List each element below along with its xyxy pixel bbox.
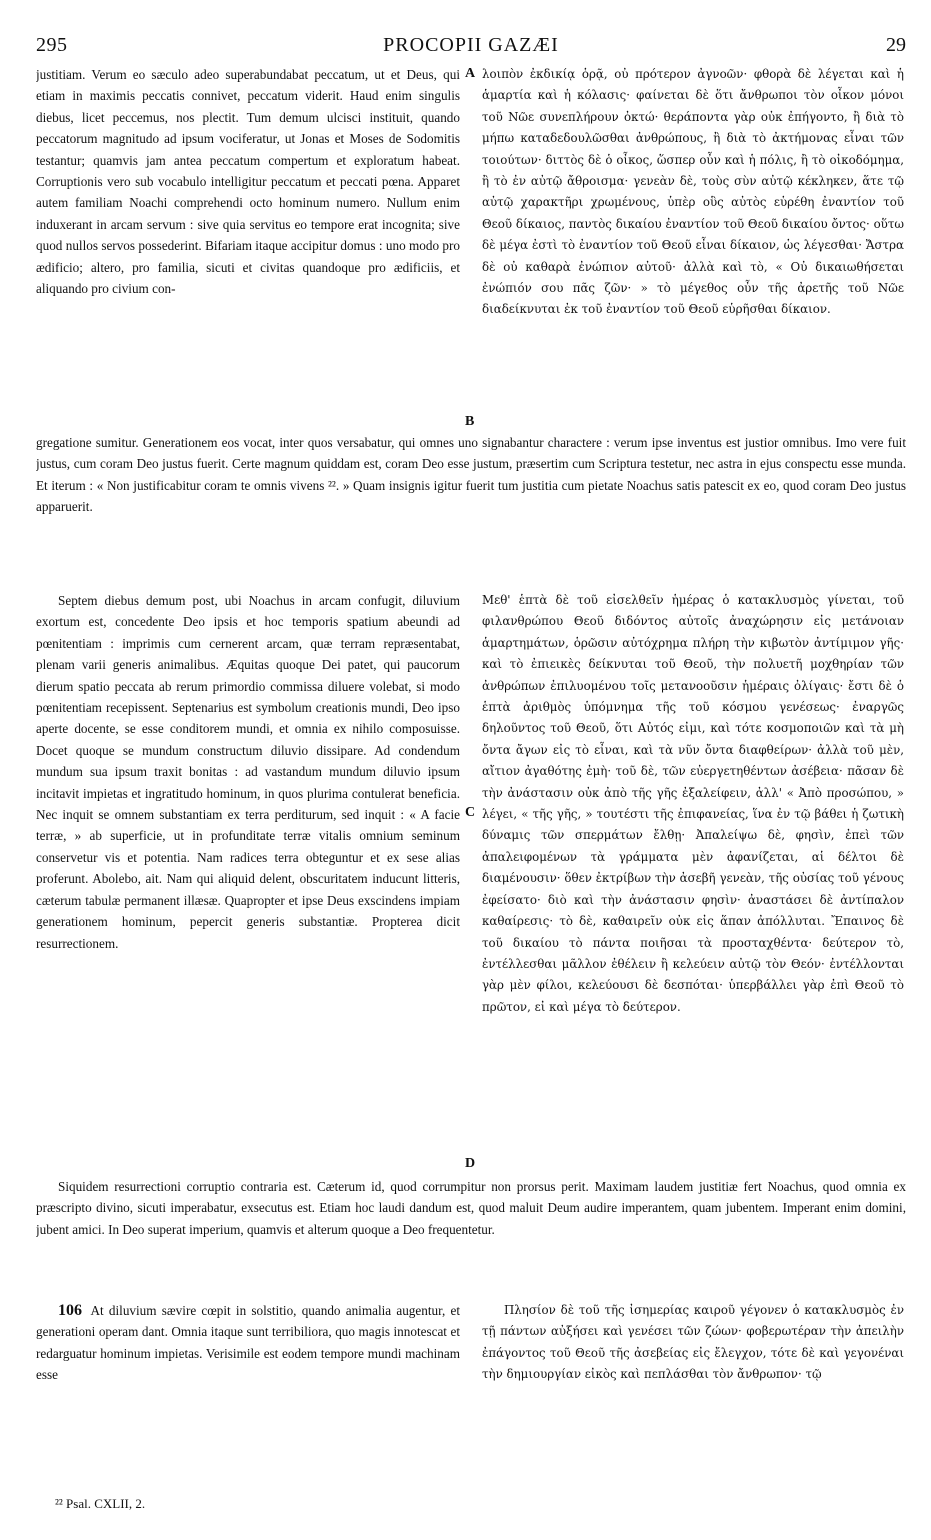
right-page-number: 29 xyxy=(886,34,906,56)
margin-marker-d: D xyxy=(465,1156,476,1171)
latin-full-width-a: gregatione sumitur. Generationem eos vocat, inter quos versabatur, qui omnes uno signabantur charactere : verum ipse inventus est justior omnibus. Imo vere fuit justus, cum coram Deo justus fuerit. Certe magnum quiddam est, coram Deo esse justum, præsertim cum Scriptura testetur, nec astra in ejus conspectu esse munda. Et iterum : « Non justificabitur coram te omnis vivens ²². » Quam insignis igitur fuerit tum justitia cum pietate Noachus satis patescit ex eo, quod coram Deo justus apparuerit. xyxy=(36,435,906,515)
greek-column-e: Πλησίον δὲ τοῦ τῆς ἰσημερίας καιροῦ γέγονεν ὁ κατακλυσμὸς ἐν τῇ πάντων αὐξήσει καὶ γενέσει τῶν ζώων· φοβερωτέραν τὴν ἀπειλὴν ἐπάγοντος τοῦ Θεοῦ τῆς ἀσεβείας εἰς ἔλεγχον, τότε δὲ καὶ γεγονέναι τὴν δημιουργίαν εἰκὸς καὶ πεπλάσθαι τὸν ἄνθρωπον· τῷ xyxy=(482,1303,904,1382)
margin-marker-c: C xyxy=(465,805,476,820)
latin-column-a: justitiam. Verum eo sæculo adeo superabundabat peccatum, ut et Deus, qui etiam in maximis peccatis connivet, peccatum viderit. Haud enim singulis diebus, licet peccemus, nos plectit. Tum demum ulcisci instituit, quando peccatorum magnitudo ad ipsum vociferatur, ut Jonas et Moses de Sodomitis testantur; quamvis jam antea peccatum compertum et exploratum habeat. Corruptionis vero sub vocabulo intelligitur peccatum et peccati pœna. Apparet autem familiam Noachi comprehendi octo hominum numero. Nullum enim induxerant in arcam servum : sive quia servitus eo tempore erat incognita; sive quod nullos servos possederint. Bifariam itaque accipitur domus : uno modo pro ædificio; altero, pro familia, sicuti et civitas quandoque pro ædificiis, et aliquando pro civium con- xyxy=(36,67,460,297)
running-title: PROCOPII GAZÆI xyxy=(383,34,559,56)
margin-marker-b: B xyxy=(465,414,475,429)
left-page-number: 295 xyxy=(36,34,68,56)
footnote: ²² Psal. CXLII, 2. xyxy=(55,1496,146,1511)
greek-column-a: λοιπὸν ἐκδικίᾳ ὁρᾷ, οὐ πρότερον ἀγνοῶν· φθορὰ δὲ λέγεται καὶ ἡ ἁμαρτία καὶ ἡ κόλασις· φαίνεται δὲ ὅτι ἄνθρωποι τὸν οἶκον μόνοι τοῦ Νῶε συνεπλήρουν ὀκτώ· θεράποντα γὰρ οὐκ ἐπήγοντο, ἢ διὰ τὸ μήπω καταδεδουλῶσθαι ἀνθρώπους, ἢ διὰ τὸ ἀκτήμονας εἶναι τῶν τοιούτων· διττὸς δὲ ὁ οἶκος, ὥσπερ οὖν καὶ ἡ πόλις, ἢ τὸ οἰκοδόμημα, ἢ τὸ ἐν αὐτῷ ἄθροισμα· γενεὰν δὲ, τοὺς σὺν αὐτῷ κέκληκεν, ἅτε τῷ αὐτῷ χαρακτῆρι χρωμένους, ὑπὲρ οὓς αὐτὸς εὑρέθη ἐναντίον τοῦ Θεοῦ δίκαιος, παντὸς δικαίου ἐναντίον τοῦ Θεοῦ δικαίου ὄντος· οὕτω δὲ μέγα ἐστὶ τὸ ἐναντίον τοῦ Θεοῦ εἶναι δίκαιον, ὡς λέγεσθαι· Ἄστρα δὲ οὐ καθαρὰ ἐνώπιον αὐτοῦ· ἀλλὰ καὶ τὸ, « Οὐ δικαιωθήσεται ἐνώπιόν σου πᾶς ζῶν· » τὸ μέγεθος οὖν τῆς ἀρετῆς τοῦ Νῶε διαδείκνυται ἐκ τοῦ ἐναντίον τοῦ Θεοῦ εὑρῆσθαι δίκαιον. xyxy=(482,67,904,317)
latin-column-e-text: At diluvium sævire cœpit in solstitio, quando animalia augentur, et generationi operam dant. Omnia itaque sunt terribiliora, quo magis innotescat et redarguatur hominum impietas. Verisimile est eodem tempore mundi machinam esse xyxy=(36,1303,460,1383)
latin-column-e xyxy=(36,1300,460,1440)
latin-full-width-d: Siquidem resurrectioni corruptio contraria est. Cæterum id, quod corrumpitur non prorsus perit. Maximam laudem justitiæ fert Noachus, quod omnia ex præscripto divino, sicuti imperabatur, exsecutus est. Etiam hoc laudi dandum est, quod maluit Deum audire imperantem, quam jubentem. Imperant enim domini, jubent amici. In Deo superat imperium, quamvis et alterum quoque a Deo frequentetur. xyxy=(36,1179,906,1237)
column-page-number: 106 xyxy=(58,1302,82,1319)
latin-column-c: Septem diebus demum post, ubi Noachus in arcam confugit, diluvium exortum est, concedente Deo ipsis et hoc temporis spatium abeundi ad pœnitentiam : imprimis cum cernerent arcam, quæ terram repræsentabat, plenam varii generis animalibus. Æquitas quoque Dei patet, qui paucorum dierum spatio peccata ab rerum primordio commissa diluere volebat, si modo pœnitentiam recepissent. Septenarius est symbolum creationis mundi, Deo ipso aperte docente, se esse conditorem mundi, et omnia ex nihilo composuisse. Docet quoque se mundum constructum diluvio dissipare. Ad condendum mundum sua ipsum traxit bonitas : ad vastandum mundum diluvio ipsum incitavit impietas et ingratitudo hominum, in quos plurima contulerat beneficia. Nec inquit se omnem substantiam ex terra perditurum, sed inquit : « A facie terræ, » ab superficie, ut in profunditate terræ vitalis omnium seminum conservetur vis et potentia. Nam radices terra obteguntur et ex sese alias proferunt. Abolebo, ait. Nam qui aliquid delent, obscuritatem inducunt litteris, cæterum tabulæ permanent illæsæ. Quapropter et ipse Deus exscindens impiam generationem hominum, pepercit generis substantiæ. Propterea dicit resurrectionem. xyxy=(36,593,460,951)
running-header xyxy=(36,34,906,62)
margin-marker-a: A xyxy=(465,66,476,81)
greek-column-c: Μεθ' ἑπτὰ δὲ τοῦ εἰσελθεῖν ἡμέρας ὁ κατακλυσμὸς γίνεται, τοῦ φιλανθρώπου Θεοῦ διδόντος αὐτοῖς ἀναχώρησιν εἰς μετάνοιαν ἁμαρτημάτων, ὁρῶσιν αὐτόχρημα πλήρη τὴν κιβωτὸν ἀντίμιμον γῆς· καὶ τὸ ἐπιεικὲς δείκνυται τοῦ Θεοῦ, τὴν πολυετῆ μοχθηρίαν τῶν ἀνθρώπων ἐπιλυομένου τοῖς μετανοοῦσιν ἡμέραις ὀλίγαις· ἔστι δὲ ὁ ἑπτὰ ἀριθμὸς ὑπόμνημα τῆς τοῦ κόσμου γενέσεως· ἐναργῶς δηλοῦντος τοῦ Θεοῦ, ὅτι Αὐτός εἰμι, καὶ τότε κοσμοποιῶν καὶ τὰ μὴ ὄντα ἄγων εἰς τὸ εἶναι, καὶ τὰ νῦν ὄντα διαφθείρων· ἀλλὰ τοῦ μὲν, αἴτιον ἀγαθότης ἐμὴ· τοῦ δὲ, τῶν εὐεργετηθέντων ἀσέβεια· πᾶσαν δὲ τὴν ἀνάστασιν οὐκ ἀπὸ τῆς γῆς ἐξαλείφειν, ἀλλ' « Ἀπὸ προσώπου, » λέγει, « τῆς γῆς, » τουτέστι τῆς ἐπιφανείας, ἵνα ἐν τῷ βάθει ἡ ζωτικὴ δύναμις τῶν σπερμάτων ἔλθῃ· Ἀπαλείψω δὲ, φησὶν, ἐπεὶ τῶν ἀπαλειφομένων τὰ γράμματα μὲν ἀφανίζεται, αἱ δέλτοι δὲ διαμένουσιν· ὅθεν ἐκτρίβων τὴν ἀσεβῆ γενεὰν, τῆς οὐσίας τοῦ γένους ἐφείσατο· διὸ καὶ τὴν ἀνάστασιν φησὶν· ἀναστάσει δὲ ἀντίπαλον καθαίρεσις· τὸ δὲ, καθαιρεῖν οὐκ εἰς ἅπαν ἀπόλλυται. Ἔπαινος δὲ τοῦ δικαίου τὸ πάντα ποιῆσαι τὰ προσταχθέντα· δεύτερον τὸ, ἐντέλλεσθαι μᾶλλον ἐθέλειν ἢ κελεύειν αὐτῷ τὸν Θεόν· ἐντέλλονται γὰρ μὲν φίλοι, κελεύουσι δὲ δεσπόται· ὑπερβάλλει γὰρ ἐπὶ Θεοῦ τὸ πρῶτον, εἰ καὶ μέγα τὸ δεύτερον. xyxy=(482,593,904,1014)
